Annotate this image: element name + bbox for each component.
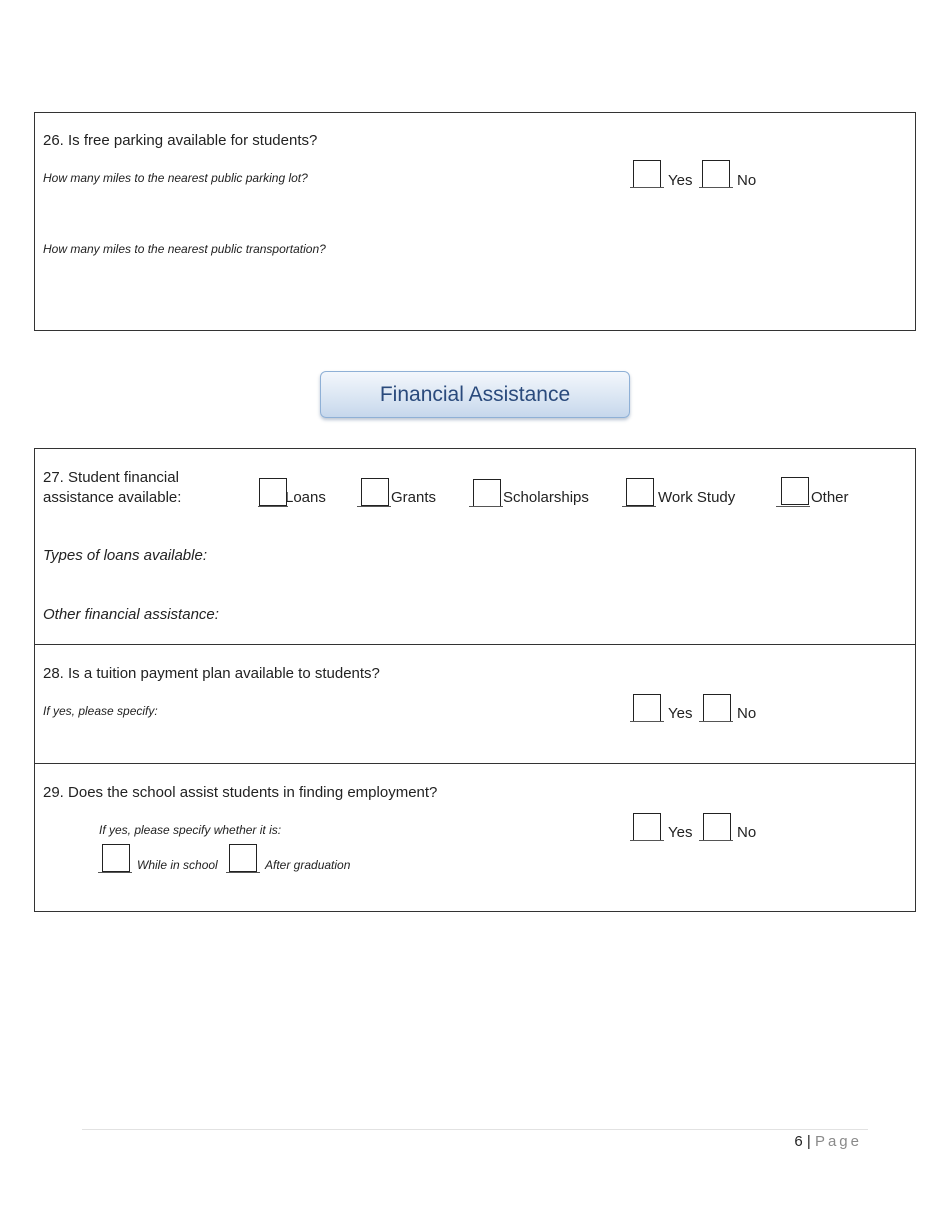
q27-work-study-checkbox[interactable] — [626, 478, 654, 506]
underline — [699, 187, 733, 188]
q27-other-assistance-prompt: Other financial assistance: — [43, 606, 219, 623]
q27-types-of-loans-prompt: Types of loans available: — [43, 547, 207, 564]
q26-yes-checkbox[interactable] — [633, 160, 661, 188]
q28-no-checkbox[interactable] — [703, 694, 731, 722]
q26-yes-label: Yes — [668, 172, 693, 189]
underline — [469, 506, 503, 507]
divider — [34, 644, 916, 645]
footer-rule — [82, 1129, 868, 1130]
q29-no-checkbox[interactable] — [703, 813, 731, 841]
underline — [226, 872, 260, 873]
underline — [630, 840, 664, 841]
q27-grants-checkbox[interactable] — [361, 478, 389, 506]
q26-parking-lot-prompt: How many miles to the nearest public parking lot? — [43, 171, 308, 185]
q27-loans-checkbox[interactable] — [259, 478, 287, 506]
q27-question-line2: assistance available: — [43, 489, 182, 506]
q27-scholarships-checkbox[interactable] — [473, 479, 501, 507]
q29-after-graduation-checkbox[interactable] — [229, 844, 257, 872]
q26-transport-prompt: How many miles to the nearest public transportation? — [43, 242, 326, 256]
q27-grants-label: Grants — [391, 489, 437, 506]
underline — [699, 840, 733, 841]
q26-question: 26. Is free parking available for students? — [43, 132, 318, 149]
divider — [34, 763, 916, 764]
q29-question: 29. Does the school assist students in finding employment? — [43, 784, 438, 801]
q29-while-in-school-checkbox[interactable] — [102, 844, 130, 872]
underline — [699, 721, 733, 722]
underline — [258, 506, 288, 507]
q26-no-label: No — [737, 172, 757, 189]
underline — [357, 506, 391, 507]
q28-question: 28. Is a tuition payment plan available to students? — [43, 665, 380, 682]
q29-after-graduation-label: After graduation — [265, 858, 351, 872]
underline — [622, 506, 656, 507]
page-footer — [794, 1133, 862, 1150]
page-word: Page — [814, 1133, 862, 1150]
q26-no-checkbox[interactable] — [702, 160, 730, 188]
q27-scholarships-label: Scholarships — [503, 489, 589, 506]
q28-specify-prompt: If yes, please specify: — [43, 704, 158, 718]
q29-yes-checkbox[interactable] — [633, 813, 661, 841]
q27-other-label: Other — [811, 489, 849, 506]
q28-yes-checkbox[interactable] — [633, 694, 661, 722]
underline — [630, 187, 664, 188]
q27-question-line1: 27. Student financial — [43, 469, 179, 486]
underline — [776, 506, 810, 507]
q28-no-label: No — [737, 705, 757, 722]
underline — [98, 872, 132, 873]
page-separator: | — [806, 1133, 811, 1150]
q29-while-in-school-label: While in school — [137, 858, 218, 872]
q29-yes-label: Yes — [668, 824, 693, 841]
financial-assistance-header: Financial Assistance — [320, 371, 630, 418]
q29-specify-prompt: If yes, please specify whether it is: — [99, 823, 282, 837]
page-number: 6 — [794, 1133, 803, 1150]
q29-no-label: No — [737, 824, 757, 841]
q27-other-checkbox[interactable] — [781, 477, 809, 505]
underline — [630, 721, 664, 722]
q28-yes-label: Yes — [668, 705, 693, 722]
q27-work-study-label: Work Study — [658, 489, 736, 506]
q27-loans-label: Loans — [285, 489, 326, 506]
